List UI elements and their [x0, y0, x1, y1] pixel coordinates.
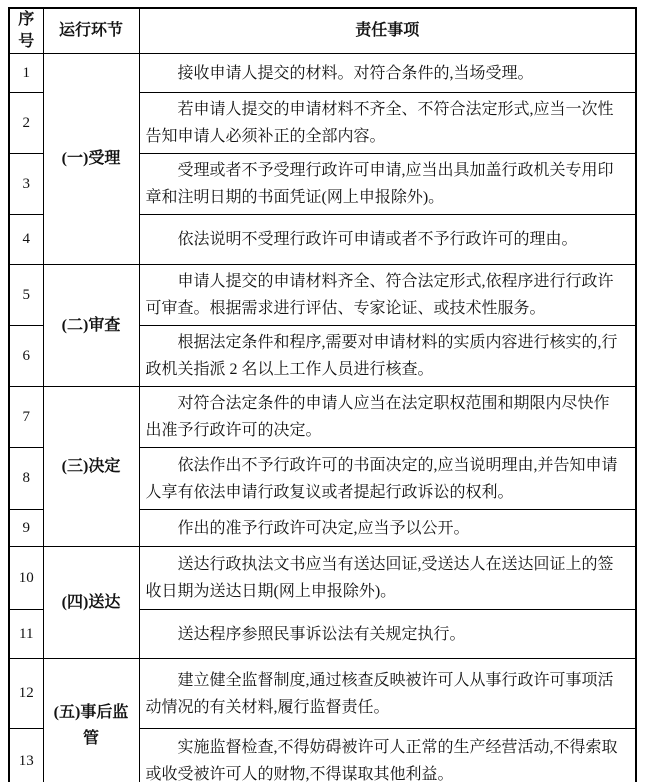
row-seq: 2 [9, 93, 43, 154]
row-seq: 6 [9, 326, 43, 387]
table-header [9, 8, 636, 54]
row-seq: 8 [9, 448, 43, 510]
table-row [9, 54, 636, 93]
duty-text: 若申请人提交的申请材料不齐全、不符合法定形式,应当一次性告知申请人必须补正的全部内容。 [145, 101, 614, 145]
stage-label-acceptance: (一)受理 [43, 54, 139, 265]
duty-cell [139, 54, 636, 93]
row-seq: 11 [9, 610, 43, 659]
row-seq: 9 [9, 510, 43, 547]
header-duty: 责任事项 [139, 8, 636, 54]
duty-cell [139, 659, 636, 729]
duty-text: 接收申请人提交的材料。对符合条件的,当场受理。 [177, 64, 534, 82]
stage-label-review: (二)审查 [43, 265, 139, 387]
duty-cell [139, 547, 636, 610]
duty-text: 送达行政执法文书应当有送达回证,受送达人在送达回证上的签收日期为送达日期(网上申报除外)。 [145, 556, 614, 600]
duty-text: 依法作出不予行政许可的书面决定的,应当说明理由,并告知申请人享有依法申请行政复议或者提起行政诉讼的权利。 [145, 456, 618, 501]
duty-cell [139, 610, 636, 659]
duty-text: 对符合法定条件的申请人应当在法定职权范围和期限内尽快作出准予行政许可的决定。 [145, 395, 610, 439]
duty-text: 根据法定条件和程序,需要对申请材料的实质内容进行核实的,行政机关指派 2 名以上工作人员进行核查。 [145, 334, 618, 378]
row-seq: 7 [9, 387, 43, 448]
stage-label-delivery: (四)送达 [43, 547, 139, 659]
duty-cell [139, 154, 636, 215]
duty-cell [139, 729, 636, 782]
duty-cell [139, 387, 636, 448]
duty-cell [139, 93, 636, 154]
duty-text: 建立健全监督制度,通过核查反映被许可人从事行政许可事项活动情况的有关材料,履行监督责任。 [145, 671, 614, 716]
row-seq: 5 [9, 265, 43, 326]
table-row [9, 265, 636, 326]
duty-text: 送达程序参照民事诉讼法有关规定执行。 [177, 625, 466, 643]
row-seq: 12 [9, 659, 43, 729]
header-stage: 运行环节 [43, 8, 139, 54]
row-seq: 3 [9, 154, 43, 215]
duty-text: 实施监督检查,不得妨碍被许可人正常的生产经营活动,不得索取或收受被许可人的财物,不得谋取其他利益。 [145, 739, 618, 782]
duty-text: 申请人提交的申请材料齐全、符合法定形式,依程序进行行政许可审查。根据需求进行评估、专家论证、或技术性服务。 [145, 273, 614, 317]
stage-label-decision: (三)决定 [43, 387, 139, 547]
row-seq: 10 [9, 547, 43, 610]
row-seq: 1 [9, 54, 43, 93]
duty-cell [139, 265, 636, 326]
duty-cell [139, 510, 636, 547]
header-seq: 序号 [9, 8, 43, 54]
responsibility-table [8, 7, 637, 782]
header-row [9, 8, 636, 54]
duty-text: 作出的准予行政许可决定,应当予以公开。 [177, 519, 470, 537]
duty-cell [139, 326, 636, 387]
table-row [9, 387, 636, 448]
duty-cell [139, 215, 636, 265]
table-row [9, 547, 636, 610]
duty-cell [139, 448, 636, 510]
duty-text: 受理或者不予受理行政许可申请,应当出具加盖行政机关专用印章和注明日期的书面凭证(网上申报除外)。 [145, 162, 614, 206]
stage-label-post-supervision: (五)事后监管 [43, 659, 139, 782]
row-seq: 4 [9, 215, 43, 265]
table-row [9, 659, 636, 729]
row-seq: 13 [9, 729, 43, 782]
duty-text: 依法说明不受理行政许可申请或者不予行政许可的理由。 [177, 231, 578, 248]
